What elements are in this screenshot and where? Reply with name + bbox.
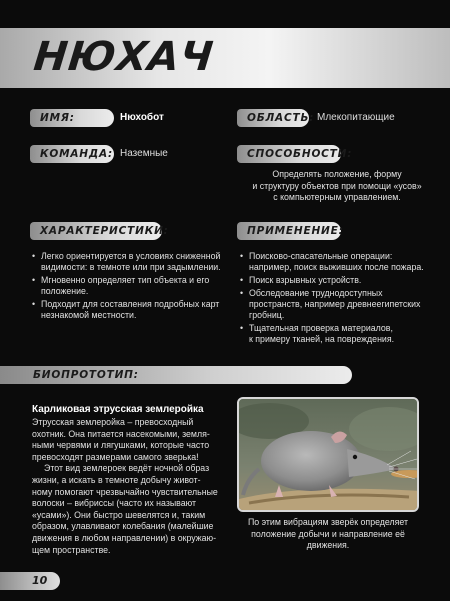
- abilities-line: и структуру объектов при помощи «усов»: [252, 180, 422, 191]
- shrew-illustration: [239, 399, 419, 512]
- area-label: ОБЛАСТЬ:: [237, 109, 309, 127]
- abilities-line: с компьютерным управлением.: [273, 192, 401, 202]
- page-number: 10: [0, 572, 60, 590]
- team-label: КОМАНДА:: [30, 145, 114, 163]
- list-item: • Подходит для составления подробных карт незнакомой местности.: [32, 299, 232, 321]
- text-line: превосходят размерами самого зверька!: [32, 451, 199, 462]
- text-line: Этрусская землеройка – превосходный: [32, 417, 194, 427]
- text-line: щем пространстве.: [32, 544, 111, 555]
- shrew-photo: [237, 397, 419, 512]
- text-line: волоски – вибриссы (часто их называют: [32, 498, 197, 509]
- caption-line: движения.: [306, 540, 350, 551]
- text-line: образом, улавливают колебания (малейшие: [32, 521, 214, 532]
- text-line: охотник. Она питается насекомыми, земля-: [32, 428, 210, 439]
- list-item: • Поисково-спасательные операции: например, поиск выживших после пожара.: [240, 251, 430, 273]
- species-description: [32, 417, 232, 556]
- photo-caption: [237, 517, 419, 552]
- area-value: Млекопитающие: [317, 112, 395, 123]
- list-item: • Мгновенно определяет тип объекта и его положение.: [32, 275, 232, 297]
- text-line: «усами»). Они быстро шевелятся и, таким: [32, 509, 206, 520]
- text-line: движения в любом направлении) в окружаю-: [32, 532, 217, 543]
- text-line: ному помогают чрезвычайно чувствительные: [32, 486, 218, 497]
- page-title: НЮХАЧ: [31, 34, 216, 80]
- application-label: ПРИМЕНЕНИЕ:: [237, 222, 341, 240]
- application-list: [240, 251, 430, 347]
- characteristics-list: [32, 251, 232, 323]
- abilities-line: Определять положение, форму: [272, 169, 402, 179]
- abilities-text: [247, 169, 427, 204]
- list-item: • Легко ориентируется в условиях сниженной видимости: в темноте или при задымлении.: [32, 251, 232, 273]
- caption-line: По этим вибрациям зверёк определяет: [247, 517, 409, 527]
- bioprototype-label: БИОПРОТОТИП:: [0, 366, 352, 384]
- list-item: • Тщательная проверка материалов, к примеру тканей, на повреждения.: [240, 323, 430, 345]
- text-line: ными червями и лягушками, которые часто: [32, 440, 210, 451]
- team-value: Наземные: [120, 148, 168, 159]
- list-item: • Поиск взрывных устройств.: [240, 275, 430, 286]
- text-line: Этот вид землероек ведёт ночной образ: [44, 463, 210, 474]
- name-value: Нюхобот: [120, 112, 164, 123]
- characteristics-label: ХАРАКТЕРИСТИКИ:: [30, 222, 162, 240]
- list-item: • Обследование труднодоступных пространств, например древнеегипетских гробниц.: [240, 288, 430, 321]
- abilities-label: СПОСОБНОСТИ:: [237, 145, 341, 163]
- species-name: Карликовая этрусская землеройка: [32, 404, 204, 415]
- text-line: жизни, а искать в темноте добычу живот-: [32, 474, 201, 485]
- name-label: ИМЯ:: [30, 109, 114, 127]
- caption-line: положение добычи и направление её: [251, 528, 405, 539]
